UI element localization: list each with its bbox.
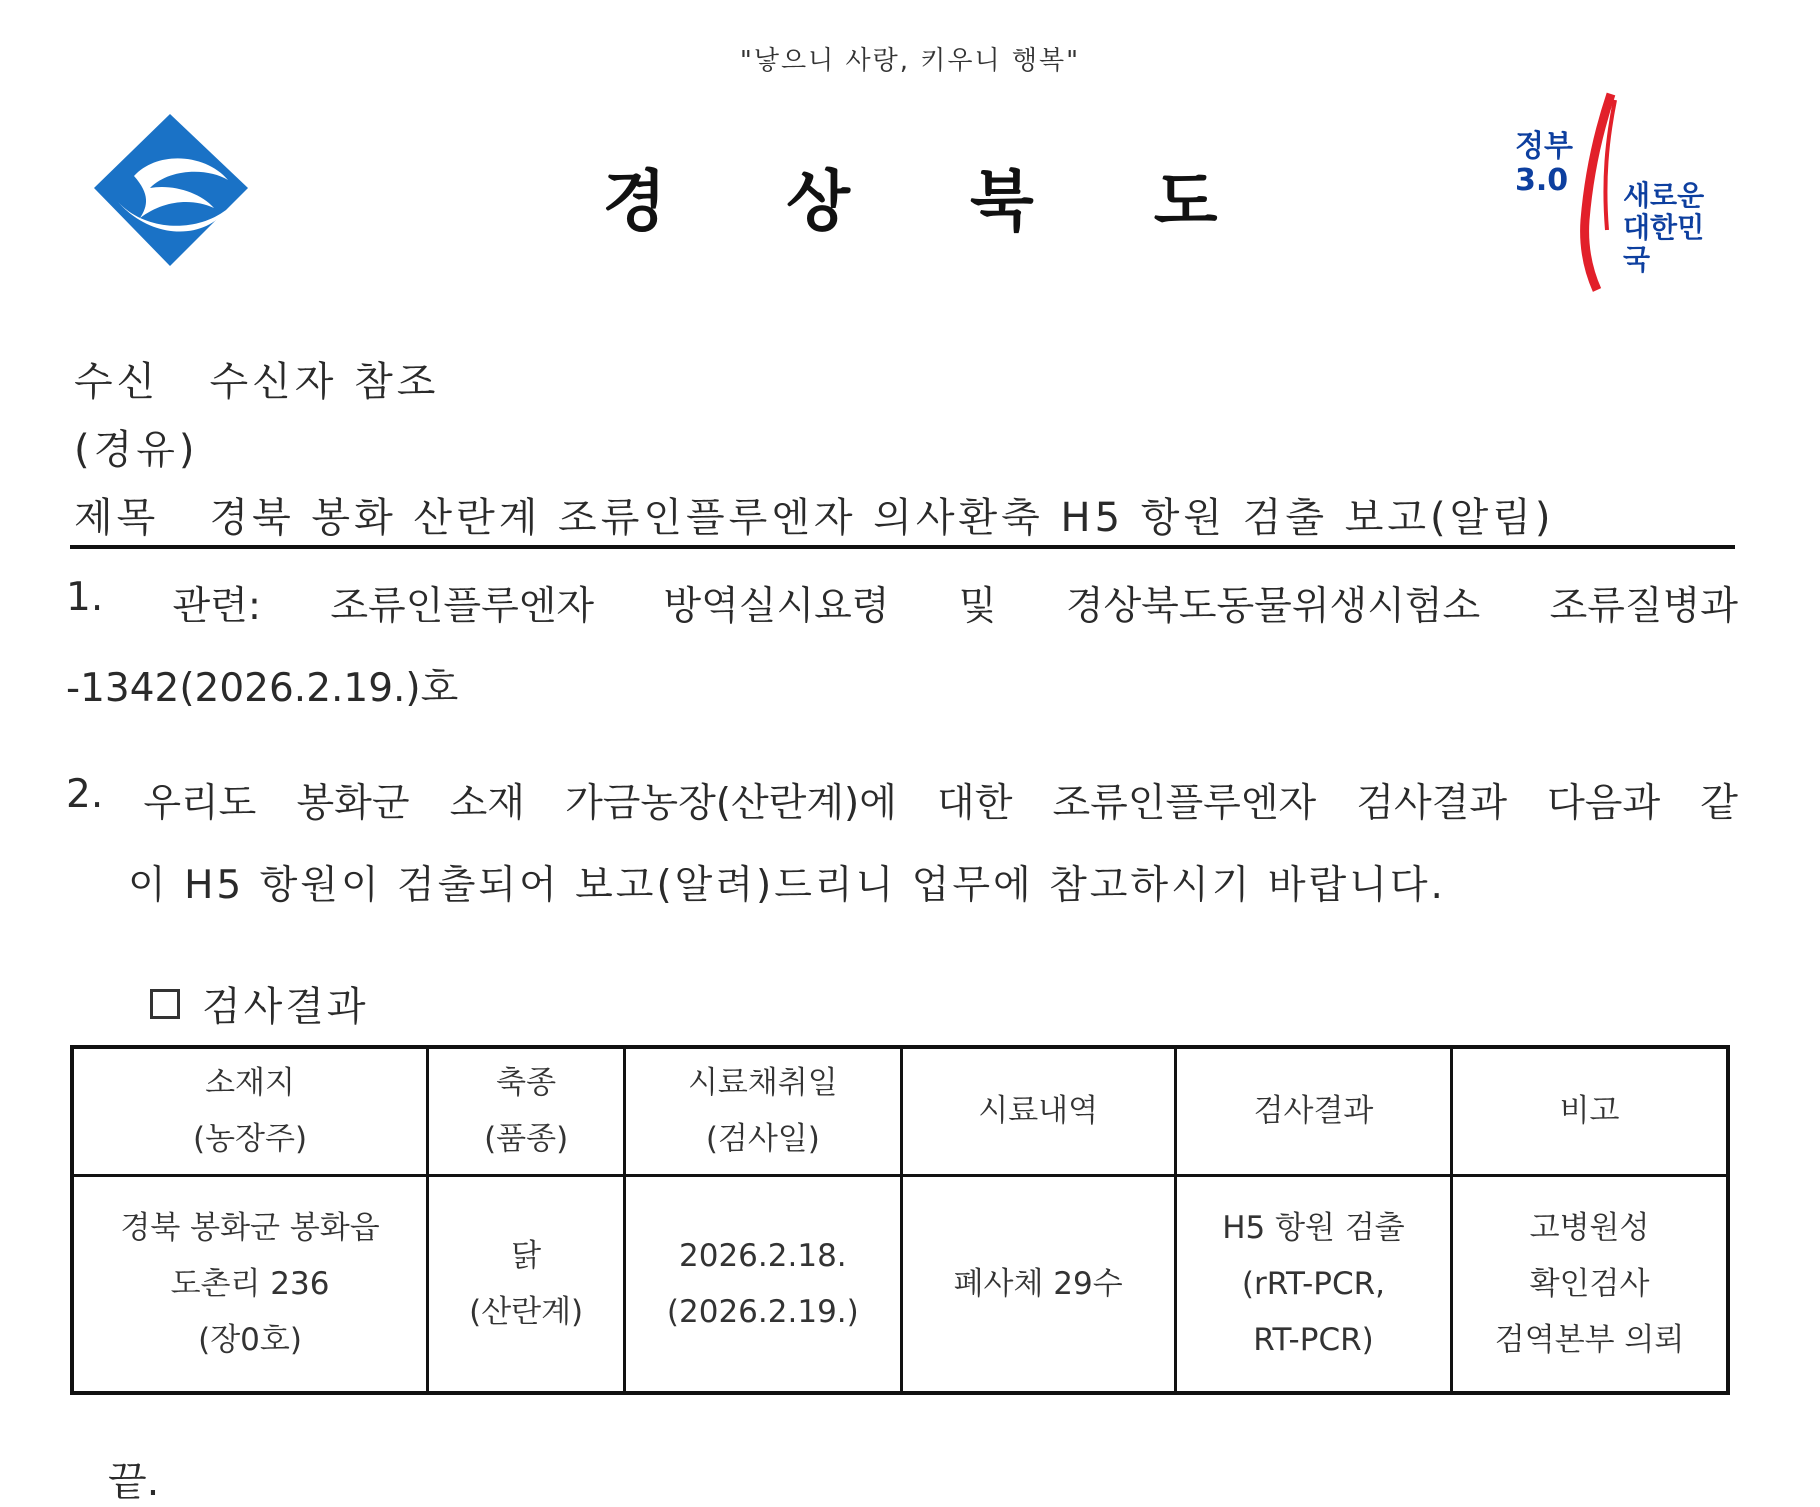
header-line: 소재지 [205,1065,295,1102]
header-line: 비고 [1559,1093,1620,1130]
paragraph-1-line-2: -1342(2026.2.19.)호 [66,666,459,711]
paragraph-2 [66,772,1738,910]
logo-text-top: 정부3.0 [1515,129,1573,198]
cell-sample-details [901,1175,1175,1393]
paragraph-2-line-2: 이 H5 항원이 검출되어 보고(알려)드리니 업무에 참고하시기 바랍니다. [128,863,1446,908]
header-remarks [1452,1047,1728,1175]
paragraph-1 [66,575,1738,713]
cell-line: (장0호) [198,1321,302,1358]
cell-line: 확인검사 [1529,1265,1650,1302]
p2-word: 2. [66,772,104,817]
p1-word: 1. [66,575,104,620]
header-test-result [1175,1047,1451,1175]
cell-line: (산란계) [469,1293,584,1330]
header-line: 검사결과 [1253,1093,1374,1130]
header-line: (품종) [484,1121,569,1158]
p2-word: 가금농장(산란계)에 [565,781,897,826]
table-row [72,1175,1728,1393]
subject-divider [70,545,1735,549]
p2-word: 대한 [937,781,1013,826]
cell-remarks [1452,1175,1728,1393]
header-species [428,1047,625,1175]
cell-test-result [1175,1175,1451,1393]
cell-line: 검역본부 의뢰 [1494,1321,1685,1358]
header-line: 축종 [496,1065,557,1102]
results-table-header [72,1047,1728,1175]
header-row [72,1047,1728,1175]
cell-line: H5 항원 검출 [1222,1209,1405,1246]
empty-square-icon [150,989,180,1019]
p2-word: 우리도 [143,781,257,826]
recipient-label: 수신 [74,359,160,405]
header-sampling-date [625,1047,901,1175]
logo-text-bottom: 새로운 대한민국 [1623,179,1705,276]
results-table [70,1045,1730,1395]
p1-word: 관련: [172,584,262,629]
p1-word: 경상북도동물위생시험소 [1065,584,1481,629]
header-line: (농장주) [193,1121,308,1158]
header-line: (검사일) [705,1121,820,1158]
section-heading [150,975,369,1032]
p1-word: 및 [958,584,997,629]
cell-location [72,1175,428,1393]
recipient-line [74,350,439,407]
cell-species [428,1175,625,1393]
cell-line: 경북 봉화군 봉화읍 [120,1209,380,1246]
p2-word: 봉화군 [296,781,410,826]
recipient-value: 수신자 참조 [209,359,440,405]
section-title: 검사결과 [202,984,369,1030]
cell-line: 2026.2.18. [679,1237,847,1274]
p2-word: 검사결과 [1356,781,1508,826]
header-location [72,1047,428,1175]
p2-word: 조류인플루엔자 [1052,781,1317,826]
p1-word: 조류질병과 [1549,584,1738,629]
p1-word: 방역실시요령 [663,584,890,629]
slogan: "낳으니 사랑, 키우니 행복" [739,46,1081,76]
cell-sampling-date [625,1175,901,1393]
header-line: 시료내역 [978,1093,1099,1130]
cell-line: (2026.2.19.) [666,1293,859,1330]
paragraph-1-line-1 [66,575,1738,631]
cell-line: 폐사체 29수 [953,1265,1123,1302]
p2-word: 다음과 [1547,781,1661,826]
subject-line [74,486,1555,543]
via-line: (경유) [74,427,199,473]
cell-line: 도촌리 236 [170,1265,330,1302]
header-sample-details [901,1047,1175,1175]
p2-word: 소재 [449,781,525,826]
cell-line: 닭 [511,1237,542,1274]
p2-word: 같 [1700,781,1738,826]
p1-word: 조류인플루엔자 [330,584,595,629]
subject-label: 제목 [74,495,160,541]
header-line: 시료채취일 [687,1065,838,1102]
paragraph-2-line-1 [66,772,1738,828]
cell-line: 고병원성 [1529,1209,1650,1246]
cell-line: (rRT-PCR, [1241,1265,1386,1302]
subject-value: 경북 봉화 산란계 조류인플루엔자 의사환축 H5 항원 검출 보고(알림) [209,495,1555,541]
government-3-0-logo [1515,90,1730,295]
end-mark: 끝. [108,1459,160,1505]
cell-line: RT-PCR) [1253,1321,1374,1358]
org-title: 경상북도 [602,163,1338,240]
